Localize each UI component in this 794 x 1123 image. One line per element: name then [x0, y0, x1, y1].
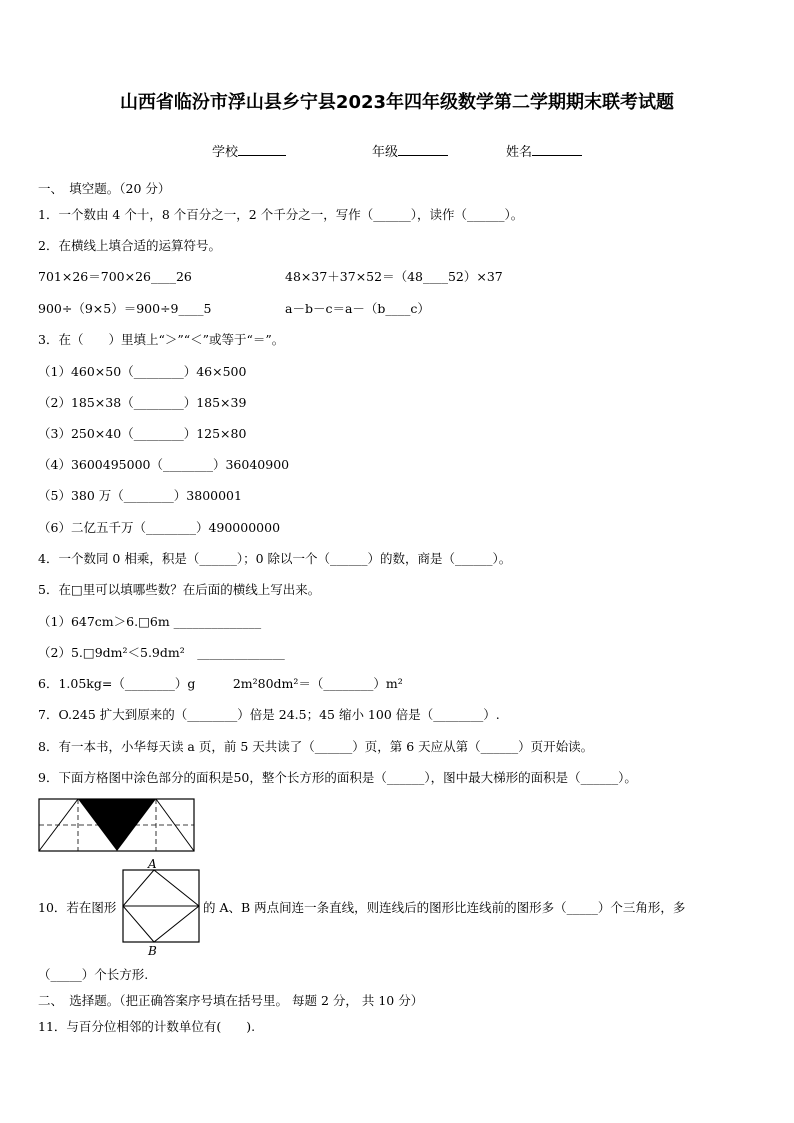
question-3-1: （1）460×50（________）46×500: [38, 364, 247, 379]
question-3: 3．在（ ）里填上“＞”“＜”或等于“＝”。: [38, 332, 285, 347]
question-2c: 900÷（9×5）＝900÷9____5: [38, 301, 212, 316]
section-multiple-choice: 二、 选择题。（把正确答案序号填在括号里。 每题 2 分， 共 10 分）: [38, 993, 424, 1008]
question-2d: a－b－c＝a－（b____c）: [285, 301, 430, 316]
question-7: 7．O.245 扩大到原来的（________）倍是 24.5；45 缩小 100 倍是（________）.: [38, 707, 500, 722]
question-2a: 701×26＝700×26____26: [38, 269, 192, 284]
question-6: 6．1.05kg=（________）g 2m²80dm²＝（________）m²: [38, 676, 403, 691]
question-9: 9．下面方格图中涂色部分的面积是50，整个长方形的面积是（______），图中最大梯形的面积是（______）。: [38, 770, 637, 785]
question-5-1: （1）647cm＞6.□6m ______________: [38, 614, 262, 629]
school-label: 学校: [212, 145, 239, 160]
question-3-3: （3）250×40（________）125×80: [38, 426, 247, 441]
question-10-end: （_____）个长方形.: [38, 967, 149, 982]
question-11: 11．与百分位相邻的计数单位有( ).: [38, 1019, 256, 1034]
question-3-4: （4）3600495000（________）36040900: [38, 457, 290, 472]
rectangle-rhombus-figure: [118, 856, 204, 958]
question-5: 5．在□里可以填哪些数？在后面的横线上写出来。: [38, 582, 321, 597]
question-10-rest: 的 A、B 两点间连一条直线，则连线后的图形比连线前的图形多（_____）个三角形，多: [203, 900, 686, 915]
grade-label: 年级: [372, 145, 399, 160]
point-a-label: A: [148, 857, 157, 871]
exam-title: 山西省临汾市浮山县乡宁县2023年四年级数学第二学期期末联考试题: [119, 92, 675, 113]
question-4: 4．一个数同 0 相乘，积是（______）；0 除以一个（______）的数，商是（______）。: [38, 551, 512, 566]
grid-shaded-triangle-figure: [38, 798, 196, 853]
point-b-label: B: [148, 944, 157, 958]
name-label: 姓名: [506, 145, 533, 160]
question-8: 8．有一本书，小华每天读 a 页，前 5 天共读了（______）页，第 6 天应从第（______）页开始读。: [38, 739, 594, 754]
name-field: [506, 141, 582, 160]
grade-field: [372, 141, 448, 160]
question-3-5: （5）380 万（________）3800001: [38, 488, 242, 503]
question-10-start: 10．若在图形: [38, 900, 117, 915]
question-2b: 48×37＋37×52＝（48____52）×37: [285, 269, 503, 284]
question-5-2: （2）5.□9dm²＜5.9dm² ______________: [38, 645, 285, 660]
school-field: [212, 141, 286, 160]
question-1: 1．一个数由 4 个十，8 个百分之一，2 个千分之一，写作（______），读作（______）。: [38, 207, 524, 222]
question-3-2: （2）185×38（________）185×39: [38, 395, 247, 410]
question-2: 2．在横线上填合适的运算符号。: [38, 238, 221, 253]
question-3-6: （6）二亿五千万（________）490000000: [38, 520, 281, 535]
section-fill-blank: 一、 填空题。（20 分）: [38, 181, 171, 196]
